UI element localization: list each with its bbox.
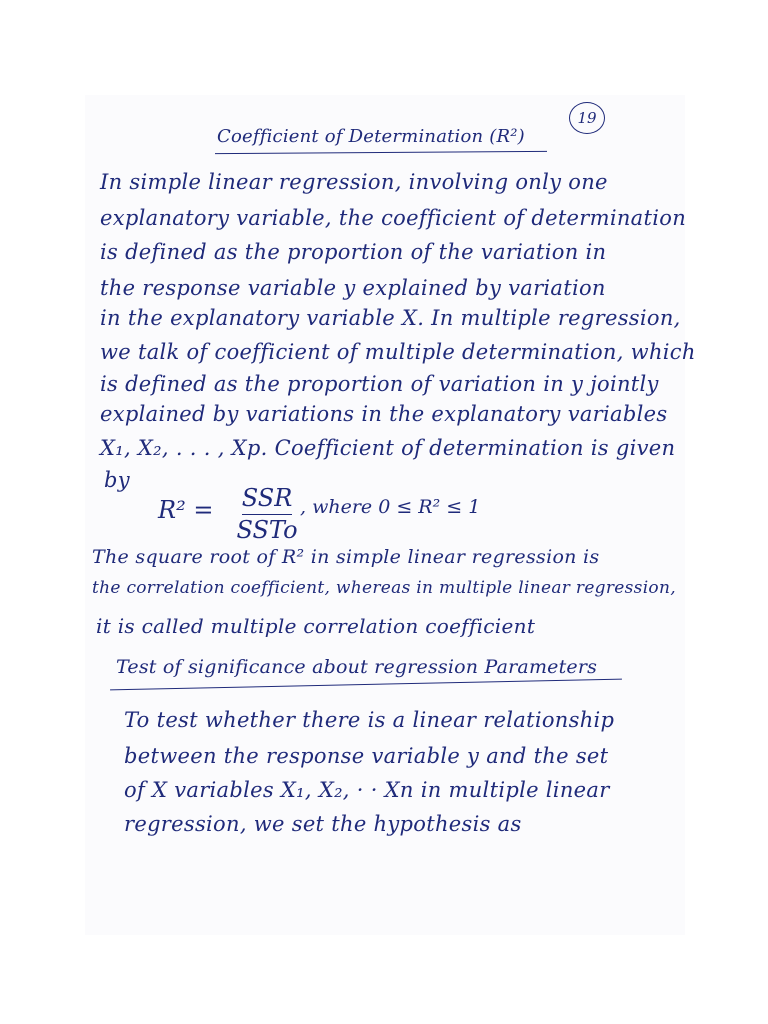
paragraph1-line-9: X₁, X₂, . . . , Xp. Coefficient of determination is given	[100, 436, 676, 460]
paragraph1-line-6: we talk of coefficient of multiple determination, which	[100, 340, 696, 364]
paragraph1-line-1: In simple linear regression, involving only one	[100, 170, 608, 194]
paragraph1-line-5: in the explanatory variable X. In multiple regression,	[100, 306, 681, 330]
paragraph2-line-1: The square root of R² in simple linear regression is	[92, 546, 600, 568]
paragraph1-line-8: explained by variations in the explanatory variables	[100, 402, 668, 426]
paragraph1-line-3: is defined as the proportion of the variation in	[100, 240, 607, 264]
fraction-bar	[242, 514, 292, 515]
paragraph3-line-4: regression, we set the hypothesis as	[124, 812, 522, 836]
paragraph1-line-10: by	[104, 468, 130, 492]
paragraph2-line-2: the correlation coefficient, whereas in multiple linear regression,	[92, 578, 676, 598]
paragraph1-line-2: explanatory variable, the coefficient of determination	[100, 206, 687, 230]
section-subheading: Test of significance about regression Parameters	[116, 656, 598, 678]
page-number: 19	[569, 102, 605, 134]
formula-numerator: SSR	[241, 484, 293, 512]
formula-lhs: R² =	[158, 496, 214, 524]
paragraph2-line-3: it is called multiple correlation coefficient	[96, 614, 536, 638]
paragraph1-line-7: is defined as the proportion of variation in y jointly	[100, 372, 659, 396]
paragraph3-line-1: To test whether there is a linear relationship	[124, 708, 615, 732]
formula-denominator: SSTo	[236, 516, 298, 544]
paragraph1-line-4: the response variable y explained by variation	[100, 276, 606, 300]
page-title: Coefficient of Determination (R²)	[217, 126, 525, 147]
formula-condition: , where 0 ≤ R² ≤ 1	[300, 496, 481, 518]
paragraph3-line-3: of X variables X₁, X₂, · · Xn in multiple linear	[124, 778, 610, 802]
paragraph3-line-2: between the response variable y and the set	[124, 744, 609, 768]
